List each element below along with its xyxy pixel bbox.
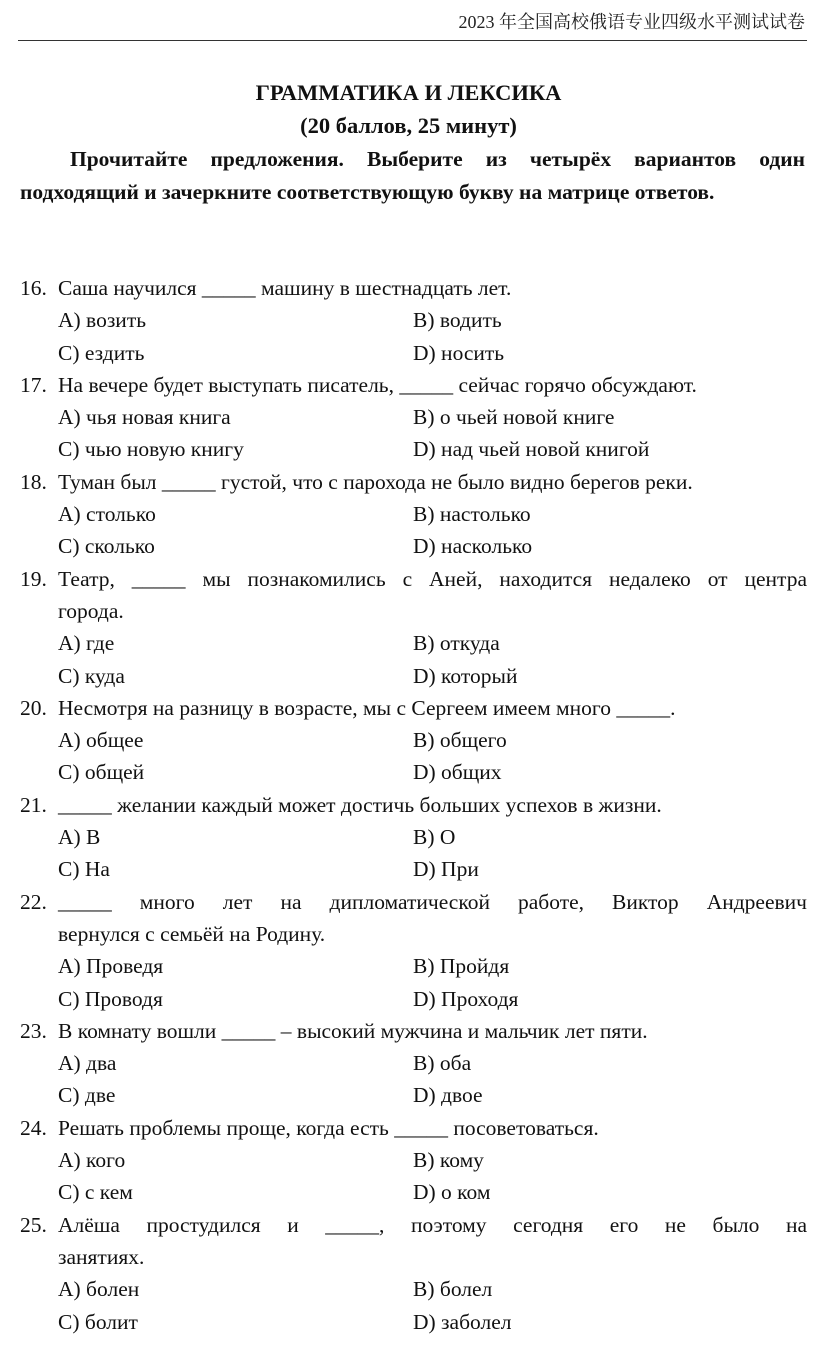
- option-row: [20, 337, 807, 369]
- question-text: Несмотря на разницу в возрасте, мы с Сергеем имеем много _____.: [58, 695, 676, 720]
- option-d: D) о ком: [413, 1180, 491, 1205]
- question-stem: [20, 692, 807, 724]
- option-b: B) о чьей новой книге: [413, 405, 615, 430]
- option-b: B) общего: [413, 728, 507, 753]
- option-c: C) Проводя: [58, 986, 163, 1011]
- option-c: C) с кем: [58, 1180, 133, 1205]
- option-b: B) болел: [413, 1277, 493, 1302]
- option-a: A) где: [58, 631, 115, 656]
- option-row: [20, 1144, 807, 1176]
- exam-header-title: 2023 年全国高校俄语专业四级水平测试试卷: [458, 12, 805, 32]
- option-row: [20, 724, 807, 756]
- option-b: B) кому: [413, 1148, 484, 1173]
- option-d: D) Проходя: [413, 986, 519, 1011]
- question-text: _____ желании каждый может достичь больших успехов в жизни.: [58, 792, 662, 817]
- question-stem: [20, 886, 807, 918]
- question-16: [20, 272, 807, 369]
- question-text-continued: города.: [58, 598, 124, 623]
- option-a: A) чья новая книга: [58, 405, 231, 430]
- question-text-continued: занятиях.: [58, 1244, 145, 1269]
- question-18: [20, 466, 807, 563]
- option-c: C) общей: [58, 760, 145, 785]
- option-row: [20, 853, 807, 885]
- option-row: [20, 1047, 807, 1079]
- section-subtitle: (20 баллов, 25 минут): [300, 113, 517, 138]
- option-b: B) откуда: [413, 631, 500, 656]
- question-number: 20.: [20, 695, 47, 720]
- question-number: 24.: [20, 1115, 47, 1140]
- question-number: 25.: [20, 1212, 47, 1237]
- question-stem: [20, 1112, 807, 1144]
- question-21: [20, 789, 807, 886]
- option-d: D) заболел: [413, 1309, 512, 1334]
- option-c: C) сколько: [58, 534, 155, 559]
- option-row: [20, 401, 807, 433]
- option-row: [20, 756, 807, 788]
- question-22: [20, 886, 807, 1015]
- option-d: D) который: [413, 663, 518, 688]
- option-c: C) На: [58, 857, 110, 882]
- option-d: D) общих: [413, 760, 502, 785]
- question-text-continued: вернулся с семьёй на Родину.: [58, 921, 326, 946]
- option-row: [20, 627, 807, 659]
- option-b: B) настолько: [413, 502, 531, 527]
- option-a: A) столько: [58, 502, 156, 527]
- question-stem: [20, 272, 807, 304]
- option-row: [20, 821, 807, 853]
- question-number: 19.: [20, 566, 47, 591]
- question-stem: [20, 789, 807, 821]
- option-c: C) болит: [58, 1309, 138, 1334]
- question-stem: [20, 466, 807, 498]
- option-row: [20, 433, 807, 465]
- section-title: ГРАММАТИКА И ЛЕКСИКА: [255, 80, 562, 105]
- question-stem: [20, 1209, 807, 1241]
- option-a: A) общее: [58, 728, 144, 753]
- question-stem: [20, 1015, 807, 1047]
- option-a: A) возить: [58, 308, 147, 333]
- option-b: B) Пройдя: [413, 954, 510, 979]
- question-number: 23.: [20, 1018, 47, 1043]
- question-text: Театр, _____ мы познакомились с Аней, находится недалеко от центра: [58, 566, 807, 591]
- question-number: 17.: [20, 372, 47, 397]
- option-row: [20, 950, 807, 982]
- option-d: D) При: [413, 857, 479, 882]
- question-text: Туман был _____ густой, что с парохода не было видно берегов реки.: [58, 469, 693, 494]
- question-number: 22.: [20, 889, 47, 914]
- option-a: A) кого: [58, 1148, 126, 1173]
- option-c: C) чью новую книгу: [58, 437, 244, 462]
- option-row: [20, 304, 807, 336]
- question-text: _____ много лет на дипломатической работе, Виктор Андреевич: [58, 889, 807, 914]
- option-c: C) куда: [58, 663, 125, 688]
- option-d: D) двое: [413, 1083, 483, 1108]
- question-17: [20, 369, 807, 466]
- question-20: [20, 692, 807, 789]
- option-d: D) носить: [413, 340, 505, 365]
- option-c: C) две: [58, 1083, 116, 1108]
- question-23: [20, 1015, 807, 1112]
- option-row: [20, 498, 807, 530]
- option-b: B) оба: [413, 1051, 472, 1076]
- question-text: Алёша простудился и _____, поэтому сегодня его не было на: [58, 1212, 807, 1237]
- question-stem: [20, 563, 807, 595]
- section-instructions: Прочитайте предложения. Выберите из четырёх вариантов один подходящий и зачеркните соответствующую букву на матрице ответов.: [20, 147, 805, 204]
- question-text: Саша научился _____ машину в шестнадцать лет.: [58, 276, 512, 300]
- question-number: 21.: [20, 792, 47, 817]
- question-text: В комнату вошли _____ – высокий мужчина и мальчик лет пяти.: [58, 1018, 648, 1043]
- question-text: Решать проблемы проще, когда есть _____ посоветоваться.: [58, 1115, 599, 1140]
- option-b: B) О: [413, 825, 456, 850]
- question-stem: [20, 369, 807, 401]
- question-24: [20, 1112, 807, 1209]
- option-b: B) водить: [413, 308, 502, 333]
- question-text: На вечере будет выступать писатель, _____ сейчас горячо обсуждают.: [58, 372, 697, 397]
- option-row: [20, 660, 807, 692]
- header-divider: [18, 40, 807, 41]
- option-row: [20, 1079, 807, 1111]
- option-c: C) ездить: [58, 340, 145, 365]
- option-a: A) Проведя: [58, 954, 164, 979]
- option-a: A) два: [58, 1051, 117, 1076]
- option-d: D) насколько: [413, 534, 533, 559]
- option-row: [20, 1306, 807, 1338]
- option-row: [20, 530, 807, 562]
- question-number: 18.: [20, 469, 47, 494]
- option-row: [20, 983, 807, 1015]
- question-list: [20, 272, 807, 1338]
- question-25: [20, 1209, 807, 1338]
- option-row: [20, 1176, 807, 1208]
- question-19: [20, 563, 807, 692]
- option-row: [20, 1273, 807, 1305]
- option-a: A) болен: [58, 1277, 140, 1302]
- question-number: 16.: [20, 276, 47, 300]
- option-d: D) над чьей новой книгой: [413, 437, 650, 462]
- option-a: A) В: [58, 825, 101, 850]
